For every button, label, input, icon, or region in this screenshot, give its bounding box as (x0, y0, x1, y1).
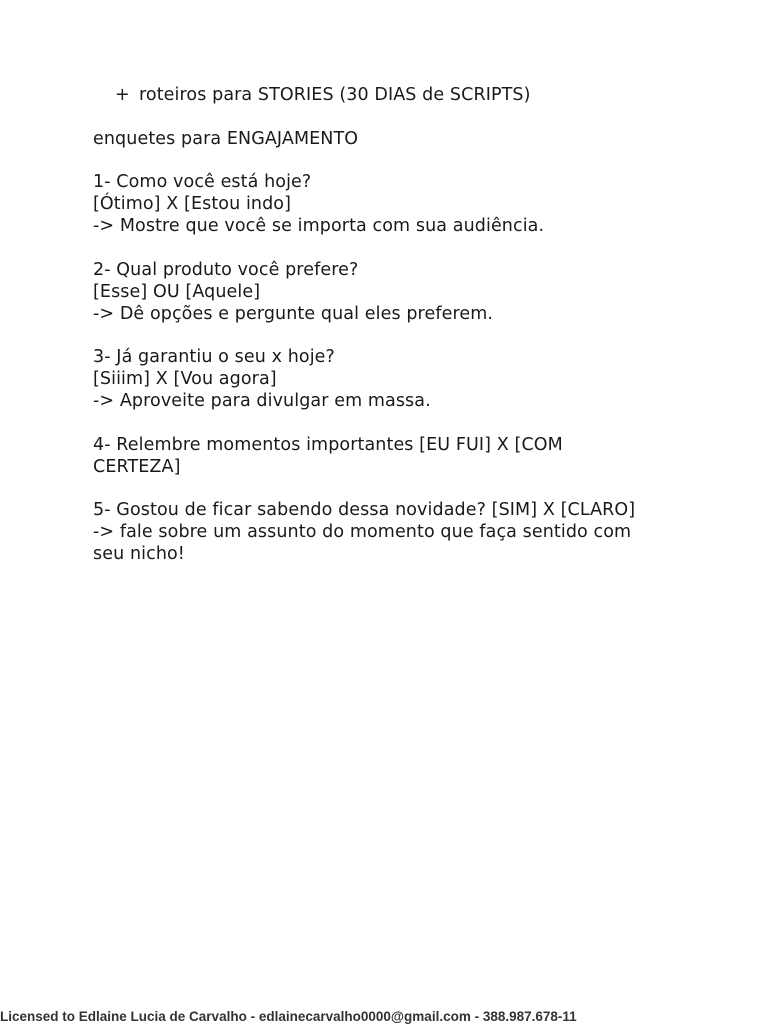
poll-question: 1- Como você está hoje? (93, 172, 312, 192)
document-body (93, 84, 693, 565)
poll-item-4 (93, 434, 693, 478)
poll-tip: -> Mostre que você se importa com sua audiência. (93, 216, 545, 236)
poll-item-5 (93, 499, 693, 565)
poll-tip: -> Dê opções e pergunte qual eles preferem. (93, 303, 494, 324)
bullet-text: roteiros para STORIES (30 DIAS de SCRIPTS) (139, 85, 531, 105)
bullet-item (115, 84, 693, 106)
poll-question: 4- Relembre momentos importantes [EU FUI] X [COM CERTEZA] (93, 434, 563, 477)
poll-tip: -> Aproveite para divulgar em massa. (93, 391, 431, 411)
bullet-marker: + (115, 85, 130, 105)
poll-question: 3- Já garantiu o seu x hoje? (93, 347, 335, 367)
poll-question: 5- Gostou de ficar sabendo dessa novidade? [SIM] X [CLARO] (93, 500, 636, 520)
license-footer: Licensed to Edlaine Lucia de Carvalho - edlainecarvalho0000@gmail.com - 388.987.678-11 (0, 1009, 577, 1024)
poll-question: 2- Qual produto você prefere? (93, 259, 359, 280)
poll-item-1 (93, 171, 693, 237)
poll-tip: -> fale sobre um assunto do momento que faça sentido com seu nicho! (93, 522, 632, 564)
poll-options: [Esse] OU [Aquele] (93, 281, 261, 302)
poll-options: [Ótimo] X [Estou indo] (93, 194, 292, 214)
poll-item-3 (93, 346, 693, 412)
poll-options: [Siiim] X [Vou agora] (93, 369, 277, 389)
poll-item-2 (93, 259, 693, 325)
section-heading: enquetes para ENGAJAMENTO (93, 128, 359, 149)
